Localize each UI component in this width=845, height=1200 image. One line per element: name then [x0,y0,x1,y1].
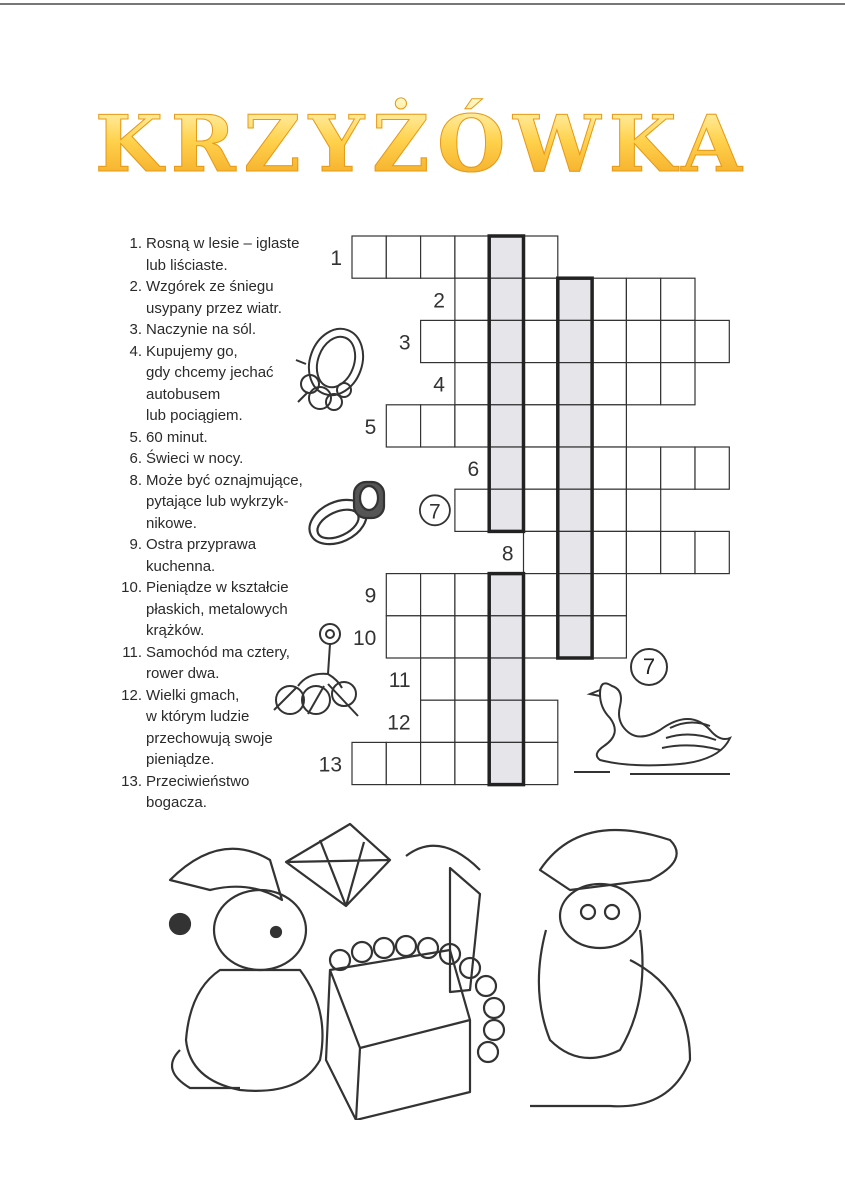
crossword-cell[interactable] [352,742,386,784]
crossword-cell[interactable] [489,363,523,405]
row-number-label: 2 [433,289,445,313]
clue-number: 10. [121,579,142,596]
crossword-cell[interactable] [558,489,592,531]
crossword-cell[interactable] [695,531,729,573]
crossword-cell[interactable] [558,531,592,573]
crossword-cell[interactable] [661,531,695,573]
crossword-cell[interactable] [524,447,558,489]
crossword-cell[interactable] [592,531,626,573]
clue-text: Samochód ma cztery, rower dwa. [146,643,290,682]
crossword-cell[interactable] [455,363,489,405]
dwarves-treasure-illustration [150,820,710,1120]
row-number-label: 6 [467,458,480,482]
crossword-cell[interactable] [489,489,523,531]
crossword-cell[interactable] [695,320,729,362]
crossword-cell[interactable] [524,742,558,784]
crossword-cell[interactable] [558,574,592,616]
crossword-cell[interactable] [592,320,626,362]
row-number-label: 12 [387,711,411,735]
crossword-cell[interactable] [524,278,558,320]
clue-number: 11. [122,643,142,661]
row-number-label: 11 [388,669,411,693]
crossword-cell[interactable] [558,363,592,405]
crossword-cell[interactable] [489,236,523,278]
crossword-cell[interactable] [455,658,489,700]
bracelet-icon [292,312,372,420]
crossword-cell[interactable] [524,320,558,362]
crossword-cell[interactable] [695,447,729,489]
crossword-cell[interactable] [661,278,695,320]
crossword-cell[interactable] [455,489,489,531]
clue-number: 5. [129,428,142,446]
clue-number: 1. [129,235,142,252]
crossword-cell[interactable] [524,531,558,573]
crossword-cell[interactable] [421,658,455,700]
crossword-cell[interactable] [455,616,489,658]
crossword-cell[interactable] [489,574,523,616]
row-number-label: 1 [330,247,342,271]
crossword-cell[interactable] [558,320,592,362]
crossword-cell[interactable] [386,616,420,658]
crossword-cell[interactable] [386,574,420,616]
crossword-cell[interactable] [455,278,489,320]
row-number-label: 7 [429,500,441,524]
clue-text: Kupujemy go, gdy chcemy jechać autobusem lub pociągiem. [146,342,274,424]
clue-text: Pieniądze w kształcie płaskich, metalowych krążków. [146,579,289,639]
crossword-cell[interactable] [489,742,523,784]
row-number-label: 9 [364,584,377,608]
crossword-cell[interactable] [626,278,660,320]
page-title: KRZYŻÓWKA [0,100,845,190]
crossword-cell[interactable] [455,574,489,616]
clue-text: Przeciwieństwo bogacza. [146,772,250,811]
crossword-cell[interactable] [592,489,626,531]
crossword-cell[interactable] [558,616,592,658]
crossword-cell[interactable] [592,278,626,320]
crossword-cell[interactable] [489,616,523,658]
crossword-cell[interactable] [626,447,660,489]
crossword-cell[interactable] [421,700,455,742]
crossword-cell[interactable] [626,363,660,405]
crossword-cell[interactable] [592,363,626,405]
crossword-cell[interactable] [524,405,558,447]
crossword-cell[interactable] [489,447,523,489]
crossword-cell[interactable] [421,405,455,447]
crossword-cell[interactable] [661,363,695,405]
row-number-label: 4 [433,373,445,397]
swan-icon [570,668,740,780]
crossword-cell[interactable] [524,616,558,658]
crossword-cell[interactable] [421,320,455,362]
crossword-cell[interactable] [524,236,558,278]
crossword-cell[interactable] [386,742,420,784]
crossword-cell[interactable] [421,236,455,278]
crossword-cell[interactable] [524,489,558,531]
clue-number: 8. [129,471,142,489]
clue-text: 60 minut. [146,428,208,446]
crossword-cell[interactable] [558,278,592,320]
crossword-cell[interactable] [524,700,558,742]
crossword-cell[interactable] [455,236,489,278]
row-number-label: 3 [398,331,411,355]
clue-text: Rosną w lesie – iglaste lub liściaste. [146,235,300,274]
crossword-cell[interactable] [592,574,626,616]
clue-number: 2. [129,278,142,295]
crossword-cell[interactable] [421,742,455,784]
crossword-cell[interactable] [386,405,420,447]
crossword-cell[interactable] [489,658,523,700]
clue-text: Wzgórek ze śniegu usypany przez wiatr. [146,278,282,317]
crossword-cell[interactable] [489,320,523,362]
crossword-cell[interactable] [489,700,523,742]
crossword-cell[interactable] [592,447,626,489]
clue-number: 6. [129,450,142,467]
crossword-cell[interactable] [626,531,660,573]
crossword-cell[interactable] [626,320,660,362]
clue-number: 3. [129,321,142,338]
clue-text: Świeci w nocy. [146,450,244,467]
crossword-cell[interactable] [455,320,489,362]
cherries-icon [268,614,368,734]
crossword-cell[interactable] [421,574,455,616]
crossword-cell[interactable] [558,405,592,447]
crossword-cell[interactable] [455,405,489,447]
row-number-label: 5 [364,415,377,439]
crossword-cell[interactable] [352,236,386,278]
crossword-cell[interactable] [489,405,523,447]
row-number-label: 13 [318,753,342,777]
clue-number: 4. [129,342,142,360]
clue-number: 12. [121,686,142,704]
clue-text: Ostra przyprawa kuchenna. [146,536,257,575]
crossword-cell[interactable] [661,447,695,489]
crossword-cell[interactable] [455,742,489,784]
crossword-cell[interactable] [661,320,695,362]
crossword-cell[interactable] [386,236,420,278]
crossword-cell[interactable] [455,700,489,742]
crossword-cell[interactable] [524,363,558,405]
crossword-cell[interactable] [626,489,660,531]
clue-number: 9. [129,536,142,553]
clue-text: Naczynie na sól. [146,321,257,338]
crossword-cell[interactable] [592,616,626,658]
row-number-label: 10 [352,626,377,650]
row-number-label: 8 [501,542,514,566]
crossword-cell[interactable] [524,574,558,616]
ring-icon [300,472,392,556]
crossword-cell[interactable] [592,405,626,447]
clue-text: Wielki gmach, w którym ludzie przechowują swoje pieniądze. [146,686,273,768]
clue-number: 13. [121,772,142,790]
swan-clue-badge: 7 [630,648,668,686]
crossword-cell[interactable] [421,616,455,658]
clue-text: Może być oznajmujące, pytające lub wykrzyk- nikowe. [146,471,303,532]
crossword-cell[interactable] [489,278,523,320]
crossword-cell[interactable] [558,447,592,489]
